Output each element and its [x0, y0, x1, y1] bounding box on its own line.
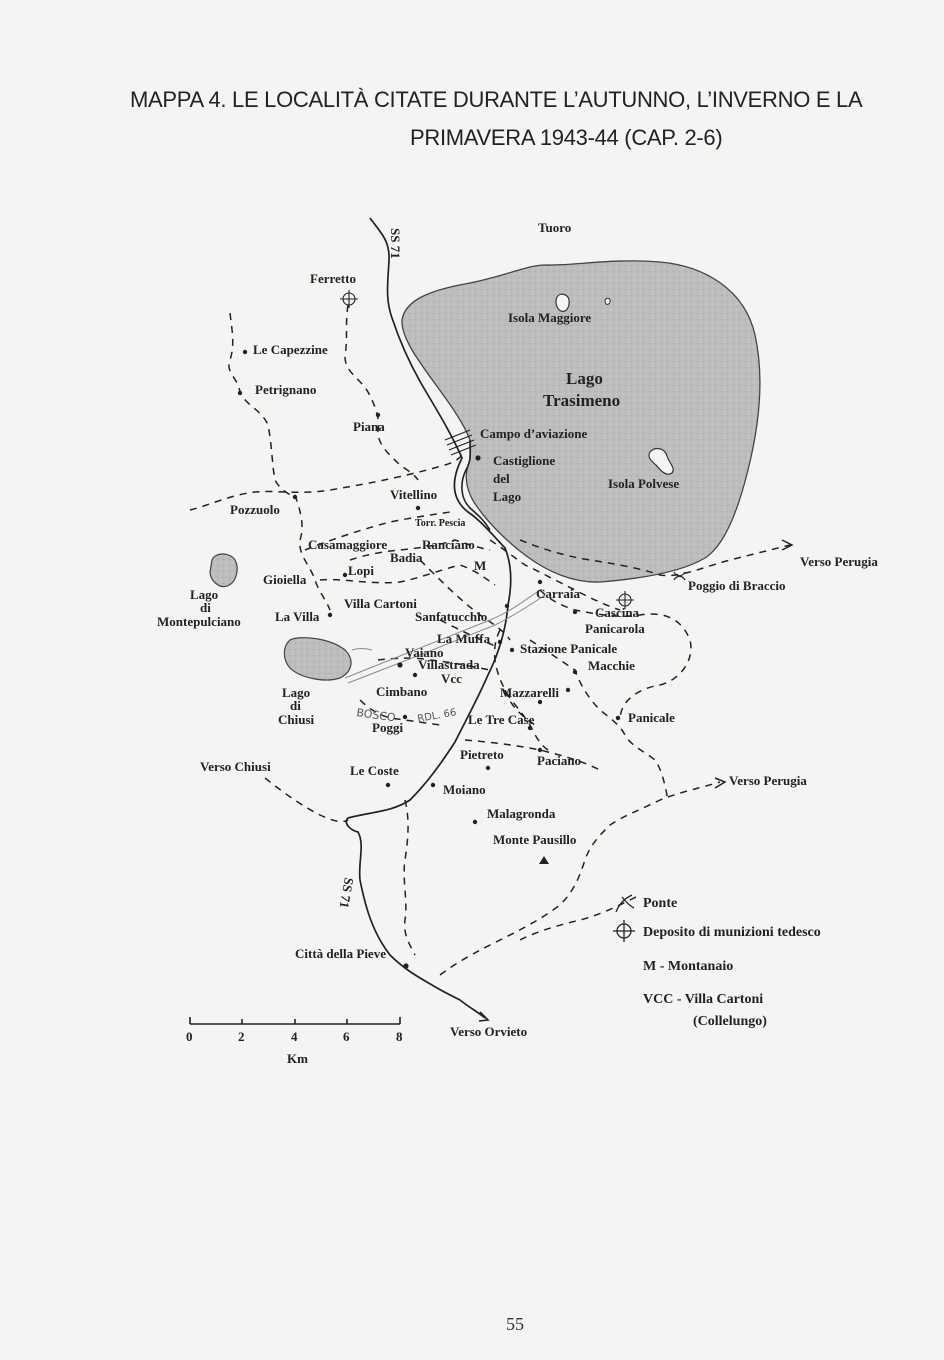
legend	[613, 895, 821, 1029]
lake-montepulciano-label-2: di	[200, 600, 211, 615]
bridge-icon	[616, 895, 634, 912]
place-citta-pieve: Città della Pieve	[295, 946, 386, 961]
place-castiglione-3: Lago	[493, 489, 522, 504]
scale-tick-0: 0	[186, 1029, 193, 1044]
orvieto-arrow-icon	[479, 1012, 488, 1021]
place-poggio-braccio: Poggio di Braccio	[688, 578, 786, 593]
place-le-coste: Le Coste	[350, 763, 399, 778]
place-panicale: Panicale	[628, 710, 675, 725]
place-le-capezzine: Le Capezzine	[253, 342, 328, 357]
verso-perugia-2-label: Verso Perugia	[729, 773, 807, 788]
place-la-villa: La Villa	[275, 609, 320, 624]
isola-maggiore-island	[556, 294, 569, 311]
handwritten-note-1: BOSCO	[355, 706, 397, 725]
scale-tick-2: 2	[238, 1029, 245, 1044]
place-le-tre-case: Le Tre Case	[468, 712, 535, 727]
ss71-south-label: SS 71	[336, 876, 357, 910]
place-badia: Badia	[390, 550, 423, 565]
place-tuoro: Tuoro	[538, 220, 572, 235]
place-vcc: Vcc	[441, 671, 462, 686]
place-sanfatucchio: Sanfatucchio	[415, 609, 488, 624]
legend-vcc-line2: (Collelungo)	[693, 1014, 767, 1029]
place-torr-pescia: Torr. Pescia	[415, 518, 466, 529]
bridge-icon-poggio	[674, 572, 685, 580]
lake-montepulciano	[210, 554, 237, 587]
place-ranciano: Ranciano	[422, 537, 475, 552]
map-title-line-2: PRIMAVERA 1943-44 (CAP. 2-6)	[410, 125, 723, 150]
place-pozzuolo: Pozzuolo	[230, 502, 280, 517]
place-pietreto: Pietreto	[460, 747, 504, 762]
place-stazione-panicale: Stazione Panicale	[520, 641, 618, 656]
lake-trasimeno-label-2: Trasimeno	[543, 391, 621, 410]
place-castiglione-1: Castiglione	[493, 453, 556, 468]
place-ferretto: Ferretto	[310, 271, 356, 286]
place-casamaggiore: Casamaggiore	[308, 537, 388, 552]
place-mazzarelli: Mazzarelli	[500, 685, 559, 700]
place-petrignano: Petrignano	[255, 382, 317, 397]
lake-chiusi-label-3: Chiusi	[278, 712, 315, 727]
place-m: M	[474, 558, 487, 573]
place-vitellino: Vitellino	[390, 487, 438, 502]
place-cimbano: Cimbano	[376, 684, 428, 699]
verso-chiusi-label: Verso Chiusi	[200, 759, 271, 774]
scale-tick-8: 8	[396, 1029, 403, 1044]
scale-tick-6: 6	[343, 1029, 350, 1044]
lake-chiusi-label-2: di	[290, 698, 301, 713]
place-la-muffa: La Muffa	[437, 631, 491, 646]
legend-deposito: Deposito di munizioni tedesco	[643, 925, 821, 940]
legend-montanaio: M - Montanaio	[643, 959, 734, 974]
place-villa-cartoni: Villa Cartoni	[344, 596, 417, 611]
place-carraia: Carraia	[536, 586, 581, 601]
isola-maggiore-label: Isola Maggiore	[508, 310, 592, 325]
peak-icon	[539, 856, 549, 864]
isola-minore-island	[605, 298, 610, 304]
place-campo-aviazione: Campo d’aviazione	[480, 426, 588, 441]
verso-perugia-1-label: Verso Perugia	[800, 554, 878, 569]
ammo-depot-icon	[613, 920, 635, 942]
place-gioiella: Gioiella	[263, 572, 307, 587]
place-macchie: Macchie	[588, 658, 635, 673]
lake-montepulciano-label-1: Lago	[190, 587, 219, 602]
place-castiglione-2: del	[493, 471, 510, 486]
verso-orvieto-label: Verso Orvieto	[450, 1024, 528, 1039]
place-vaiano: Vaiano	[405, 645, 444, 660]
place-poggi: Poggi	[372, 720, 404, 735]
page-number: 55	[506, 1314, 524, 1334]
place-monte-pausillo: Monte Pausillo	[493, 832, 577, 847]
perugia-arrow-2-icon	[715, 778, 725, 788]
place-malagronda: Malagronda	[487, 806, 556, 821]
lake-montepulciano-label-3: Montepulciano	[157, 614, 241, 629]
place-lopi: Lopi	[348, 563, 375, 578]
place-panicarola: Panicarola	[585, 621, 645, 636]
place-piana: Piana	[353, 419, 385, 434]
ferretto-depot-icon	[340, 290, 358, 308]
isola-polvese-label: Isola Polvese	[608, 476, 680, 491]
map-title-line-1: MAPPA 4. LE LOCALITÀ CITATE DURANTE L’AUTUNNO, L’INVERNO E LA	[130, 87, 863, 112]
lake-chiusi	[284, 638, 351, 680]
lake-trasimeno-label-1: Lago	[566, 369, 603, 388]
ss71-north-label: SS 71	[388, 228, 403, 259]
handwritten-note-2: RDL. 66	[416, 707, 458, 725]
place-paciano: Paciano	[537, 753, 582, 768]
scale-unit: Km	[287, 1051, 308, 1066]
place-moiano: Moiano	[443, 782, 486, 797]
place-villastrada: Villastrada	[418, 657, 480, 672]
place-cascina: Cascina	[595, 605, 640, 620]
lake-chiusi-label-1: Lago	[282, 685, 311, 700]
legend-vcc-line1: VCC - Villa Cartoni	[643, 992, 764, 1007]
scale-tick-4: 4	[291, 1029, 298, 1044]
legend-ponte: Ponte	[643, 896, 678, 911]
scale-bar	[190, 1017, 400, 1024]
